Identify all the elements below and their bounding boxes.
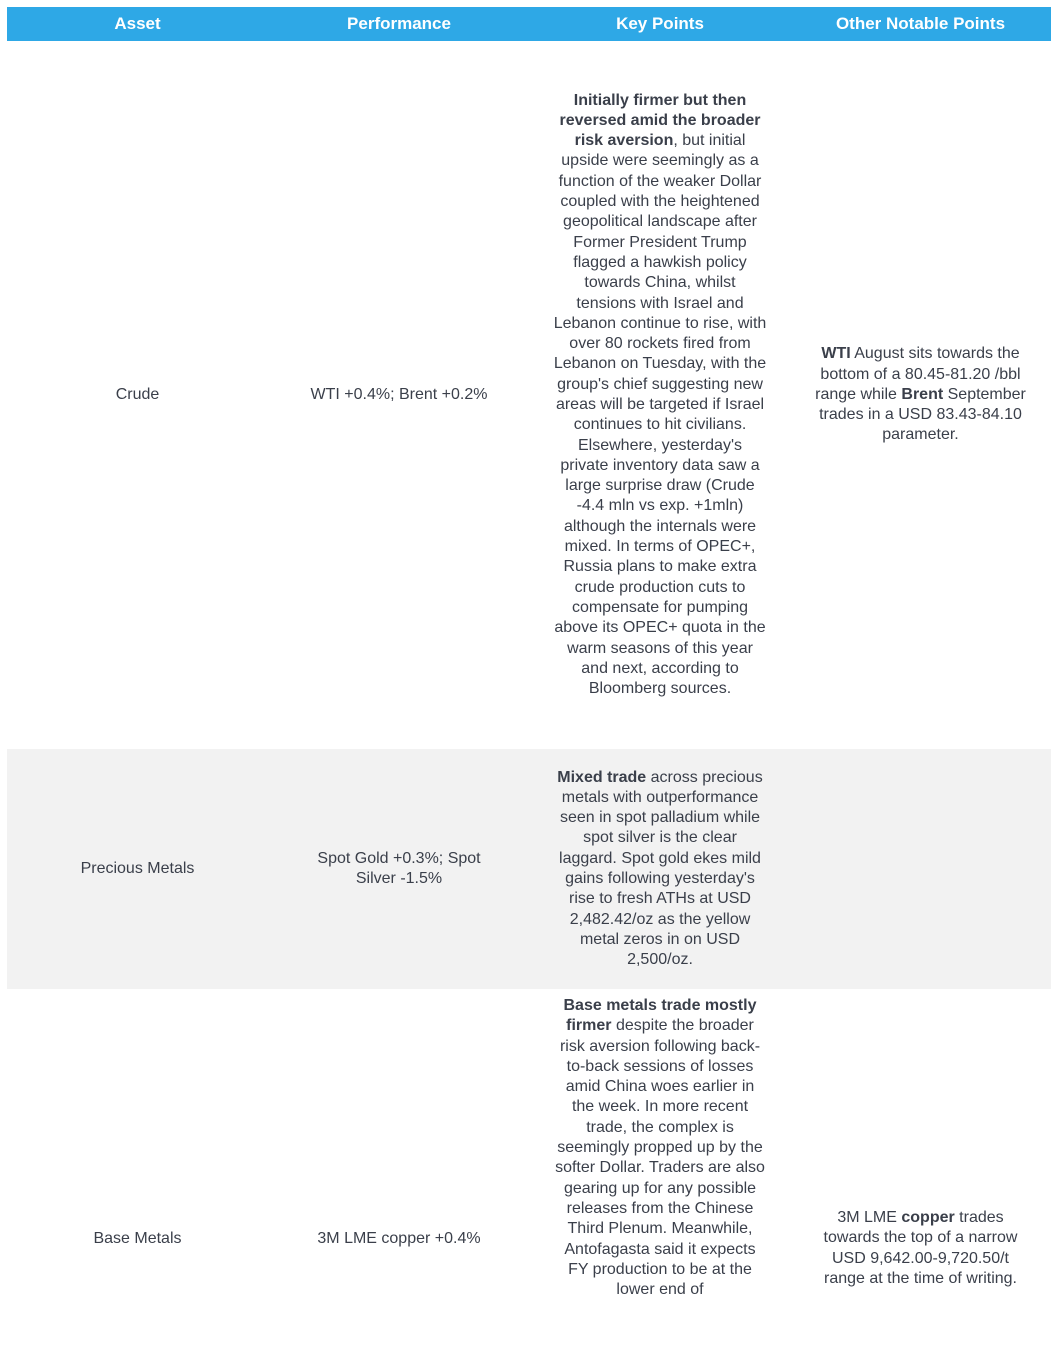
header-key-points: Key Points	[616, 14, 704, 33]
other-points-text: trades towards the top of a narrow USD 9,642.00-9,720.50/t range at the time of writing.	[823, 1209, 1018, 1287]
header-asset: Asset	[114, 14, 161, 33]
other-points-text: September trades in a USD 83.43-84.10 parameter.	[819, 385, 1026, 444]
other-points-text: August sits towards the bottom of a 80.45-81.20 /bbl range while	[815, 345, 1021, 403]
asset-cell: Precious Metals	[80, 859, 195, 877]
key-points-cell	[530, 91, 790, 700]
key-points-cell	[530, 768, 790, 971]
key-points-cell	[530, 996, 790, 1300]
other-points-highlight-copper: copper	[901, 1209, 955, 1226]
performance-cell	[268, 849, 530, 890]
performance-cell	[268, 1229, 530, 1249]
performance-cell	[268, 385, 530, 405]
key-points-highlight: Base metals trade mostly firmer	[563, 997, 757, 1035]
key-points-highlight: Initially firmer but then reversed amid the broader risk aversion	[559, 91, 761, 150]
other-points-highlight-brent: Brent	[901, 385, 944, 403]
other-notable-points-cell	[790, 1208, 1051, 1289]
performance-text: 3M LME copper +0.4%	[317, 1230, 481, 1247]
table-header	[7, 7, 1051, 41]
other-points-text: 3M LME	[837, 1209, 902, 1226]
table-row-base-metals	[7, 989, 1051, 1357]
asset-cell: Crude	[115, 385, 160, 403]
commodities-table	[7, 7, 1051, 1357]
key-points-text: across precious metals with outperformance seen in spot palladium while spot silver is the clear laggard. Spot gold ekes mild gains following yesterday's rise to fresh ATHs at USD 2,482.42/oz as the yellow metal zeros in on USD 2,500/oz.	[559, 768, 763, 969]
header-other-notable-points: Other Notable Points	[835, 14, 1006, 33]
asset-cell: Base Metals	[93, 1230, 182, 1247]
performance-text: Spot Gold +0.3%; Spot Silver -1.5%	[317, 849, 481, 887]
table-row-precious-metals	[7, 749, 1051, 989]
header-performance: Performance	[347, 14, 451, 33]
other-points-highlight-wti: WTI	[821, 345, 851, 363]
key-points-highlight: Mixed trade	[557, 768, 647, 786]
table-row-crude	[7, 41, 1051, 749]
other-notable-points-cell	[790, 344, 1051, 445]
performance-text: WTI +0.4%; Brent +0.2%	[310, 385, 488, 403]
key-points-text: despite the broader risk aversion following back-to-back sessions of losses amid China woes earlier in the week. In more recent trade, the complex is seemingly propped up by the softer Dollar. Traders are also gearing up for any possible releases from the Chinese Third Plenum. Meanwhile, Antofagasta said it expects FY production to be at the lower end of	[555, 1017, 765, 1299]
key-points-text: , but initial upside were seemingly as a function of the weaker Dollar coupled with the heightened geopolitical landscape after Former President Trump flagged a hawkish policy towards China, whilst tensions with Israel and Lebanon continue to rise, with over 80 rockets fired from Lebanon on Tuesday, with the group's chief suggesting new areas will be targeted if Israel continues to hit civilians. Elsewhere, yesterday's private inventory data saw a large surprise draw (Crude -4.4 mln vs exp. +1mln) although the internals were mixed. In terms of OPEC+, Russia plans to make extra crude production cuts to compensate for pumping above its OPEC+ quota in the warm seasons of this year and next, according to Bloomberg sources.	[553, 132, 767, 698]
